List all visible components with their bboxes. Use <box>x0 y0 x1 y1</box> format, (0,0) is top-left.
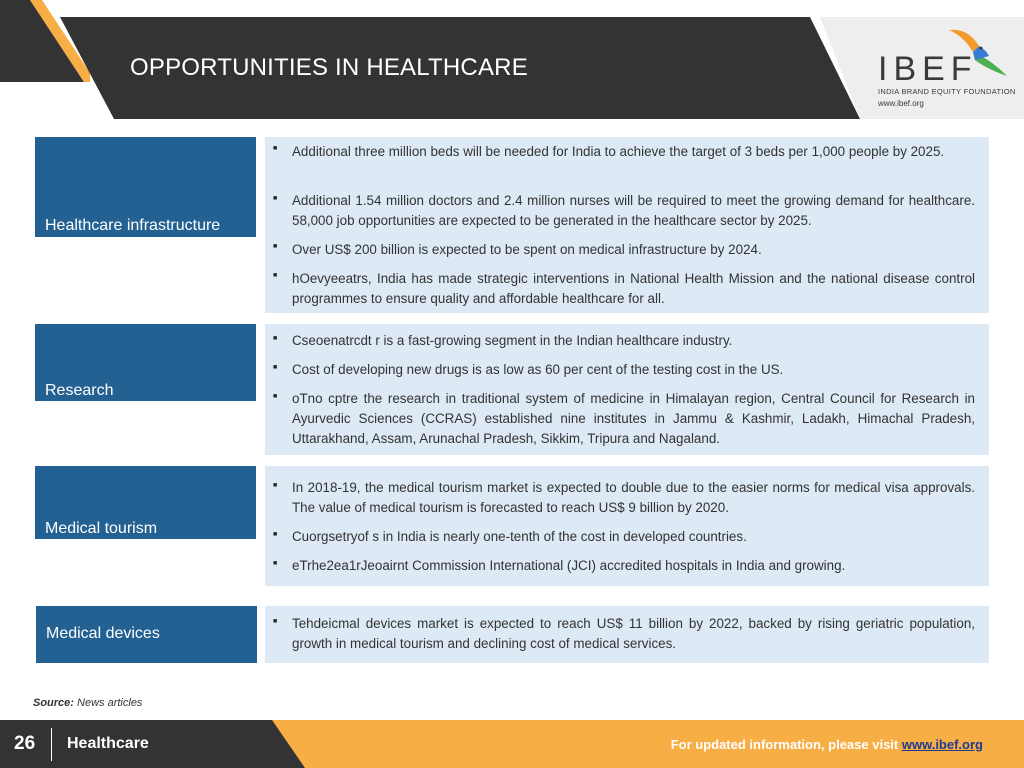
bullet-text: Cseoenatrcdt r is a fast-growing segment in the Indian healthcare industry. <box>292 333 733 348</box>
section-label-text: Medical tourism <box>45 520 158 537</box>
source-text: News articles <box>77 697 143 709</box>
bullet-icon: ■ <box>273 243 278 250</box>
bullet-text: Additional three million beds will be needed for India to achieve the target of 3 beds per 1,000 people by 2025. <box>292 144 945 159</box>
bullet-text: Cost of developing new drugs is as low as 60 per cent of the testing cost in the US. <box>292 362 784 377</box>
section-label-healthcare-infrastructure <box>35 137 256 237</box>
bullet-icon: ■ <box>273 272 278 279</box>
bullet-icon: ■ <box>273 195 278 202</box>
footer-website-link[interactable]: www.ibef.org <box>901 737 983 752</box>
bullet-text: Tehdeicmal devices market is expected to reach US$ 11 billion by 2022, backed by rising geriatric population, growth in medical tourism and declining cost of medical services. <box>292 616 975 651</box>
footer-dark-panel <box>0 720 305 768</box>
bullet-icon: ■ <box>273 560 278 567</box>
section-label-text: Healthcare infrastructure <box>45 217 221 234</box>
bullet-icon: ■ <box>273 335 278 342</box>
bullet-text: eTrhe2ea1rJeoairnt Commission International (JCI) accredited hospitals in India and growing. <box>292 558 846 573</box>
bullet-icon: ■ <box>273 145 278 152</box>
logo-subtitle: INDIA BRAND EQUITY FOUNDATION <box>878 87 1016 96</box>
bullet-text: oTno cptre the research in traditional system of medicine in Himalayan region, Central Council for Research in Ayurvedic Sciences (CCRAS) established nine institutes in Jammu & Kashmir, Ladakh, Himachal Pradesh, Uttarakhand, Assam, Arunachal Pradesh, Sikkim, Tripura and Nagaland. <box>292 391 975 446</box>
page-title: OPPORTUNITIES IN HEALTHCARE <box>130 54 528 81</box>
section-label-medical-devices <box>36 606 257 663</box>
source-label: Source: <box>33 697 74 709</box>
section-label-research <box>35 324 256 401</box>
bullet-text: Cuorgsetryof s in India is nearly one-tenth of the cost in developed countries. <box>292 529 747 544</box>
bullet-icon: ■ <box>273 531 278 538</box>
logo-wordmark: IBEF <box>878 50 978 88</box>
footer-update-note <box>671 737 983 752</box>
section-label-medical-tourism <box>35 466 256 539</box>
source-note <box>33 697 142 709</box>
footer-update-text: For updated information, please visit <box>670 737 902 752</box>
bullet-icon: ■ <box>273 393 278 400</box>
bullet-text: hOevyeeatrs, India has made strategic interventions in National Health Mission and the national disease control programmes to ensure quality and affordable healthcare for all. <box>292 271 975 306</box>
section-label-text: Medical devices <box>46 625 160 642</box>
bullet-icon: ■ <box>273 618 278 625</box>
bullet-text: Over US$ 200 billion is expected to be spent on medical infrastructure by 2024. <box>292 242 762 257</box>
logo-url: www.ibef.org <box>878 99 924 108</box>
footer-section-name: Healthcare <box>67 735 149 752</box>
section-label-text: Research <box>45 382 114 399</box>
bullet-icon: ■ <box>273 482 278 489</box>
page-number: 26 <box>14 733 36 754</box>
bullet-icon: ■ <box>273 364 278 371</box>
bullet-text: In 2018-19, the medical tourism market is expected to double due to the easier norms for medical visa approvals. The value of medical tourism is forecasted to reach US$ 9 billion by 2020. <box>292 480 975 515</box>
bullet-text: Additional 1.54 million doctors and 2.4 million nurses will be required to meet the growing demand for healthcare. 58,000 job opportunities are expected to be generated in the healthcare sector by 2025. <box>292 193 975 228</box>
footer-divider <box>51 728 52 761</box>
